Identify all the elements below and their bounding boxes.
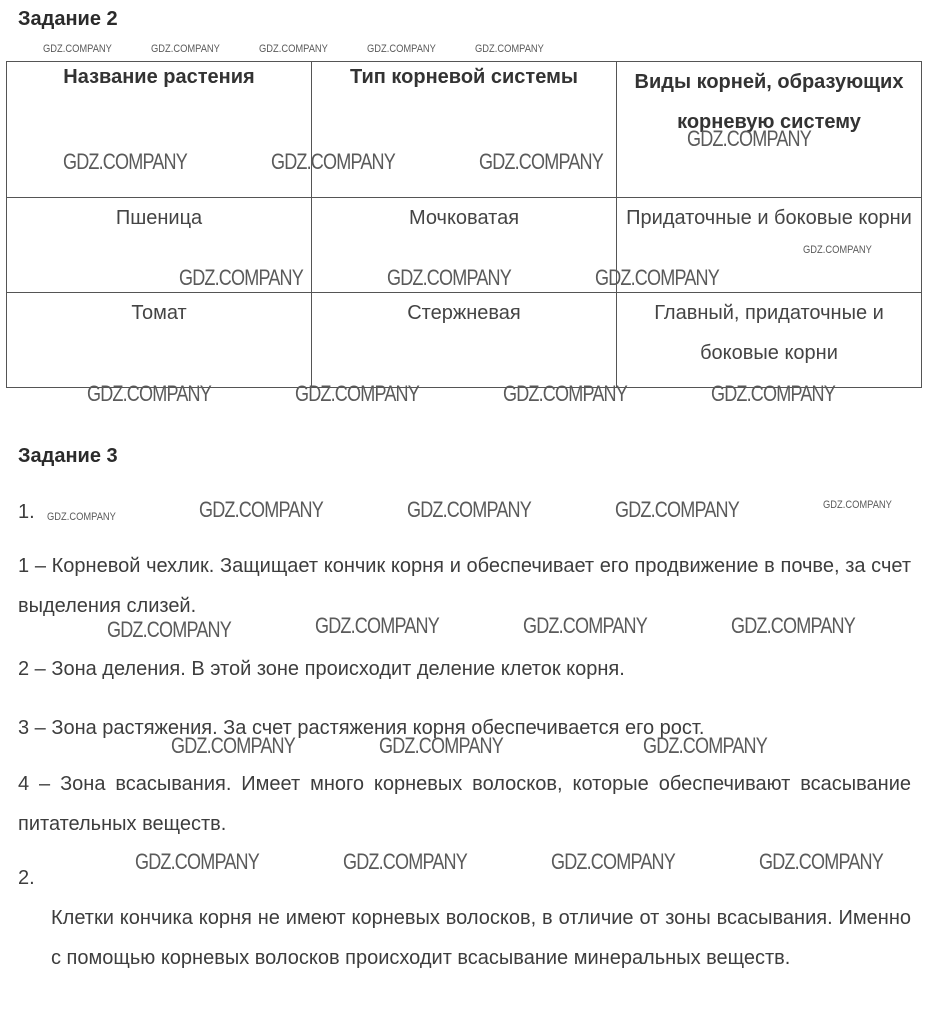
watermark: GDZ.COMPANY — [551, 849, 675, 874]
cell-plant: Томат — [7, 293, 312, 388]
watermark: GDZ.COMPANY — [343, 849, 467, 874]
watermark: GDZ.COMPANY — [47, 511, 116, 523]
cell-type: Мочковатая — [312, 198, 617, 293]
answer-item-4: 4 – Зона всасывания. Имеет много корневых волосков, которые обеспечивают всасывание питательных веществ. — [18, 773, 911, 835]
watermark: GDZ.COMPANY — [387, 265, 511, 290]
watermark: GDZ.COMPANY — [315, 613, 439, 638]
watermark: GDZ.COMPANY — [271, 149, 395, 174]
answer-item-3: 3 – Зона растяжения. За счет растяжения корня обеспечивается его рост. — [18, 717, 705, 739]
watermark: GDZ.COMPANY — [731, 613, 855, 638]
watermark: GDZ.COMPANY — [407, 497, 531, 522]
task2-title: Задание 2 — [18, 8, 118, 30]
cell-roots: Придаточные и боковые корни — [617, 198, 922, 293]
watermark: GDZ.COMPANY — [259, 43, 328, 55]
cell-type: Стержневая — [312, 293, 617, 388]
watermark: GDZ.COMPANY — [687, 126, 811, 151]
watermark: GDZ.COMPANY — [87, 381, 211, 406]
answer-item-2: 2 – Зона деления. В этой зоне происходит деление клеток корня. — [18, 658, 625, 680]
watermark: GDZ.COMPANY — [643, 733, 767, 758]
watermark: GDZ.COMPANY — [171, 733, 295, 758]
question-2-number: 2. — [18, 867, 35, 889]
watermark: GDZ.COMPANY — [759, 849, 883, 874]
watermark: GDZ.COMPANY — [379, 733, 503, 758]
watermark: GDZ.COMPANY — [803, 244, 872, 256]
watermark: GDZ.COMPANY — [475, 43, 544, 55]
watermark: GDZ.COMPANY — [179, 265, 303, 290]
cell-roots: Главный, придаточные и боковые корни — [617, 293, 922, 388]
header-root-kinds: Виды корней, образующих корневую систему — [617, 62, 922, 198]
watermark: GDZ.COMPANY — [503, 381, 627, 406]
task3-title: Задание 3 — [18, 445, 118, 467]
watermark: GDZ.COMPANY — [367, 43, 436, 55]
question-1-number: 1. — [18, 501, 35, 523]
watermark: GDZ.COMPANY — [479, 149, 603, 174]
root-systems-table — [6, 61, 922, 388]
watermark: GDZ.COMPANY — [615, 497, 739, 522]
watermark: GDZ.COMPANY — [823, 499, 892, 511]
watermark: GDZ.COMPANY — [523, 613, 647, 638]
watermark: GDZ.COMPANY — [151, 43, 220, 55]
watermark: GDZ.COMPANY — [43, 43, 112, 55]
watermark: GDZ.COMPANY — [135, 849, 259, 874]
header-plant-name: Название растения — [7, 62, 312, 198]
watermark: GDZ.COMPANY — [107, 617, 231, 642]
watermark: GDZ.COMPANY — [295, 381, 419, 406]
header-root-system-type: Тип корневой системы — [312, 62, 617, 198]
cell-plant: Пшеница — [7, 198, 312, 293]
answer-item-1: 1 – Корневой чехлик. Защищает кончик корня и обеспечивает его продвижение в почве, за счет выделения слизей. — [18, 555, 911, 617]
watermark: GDZ.COMPANY — [199, 497, 323, 522]
table-row — [7, 293, 922, 388]
watermark: GDZ.COMPANY — [595, 265, 719, 290]
watermark: GDZ.COMPANY — [711, 381, 835, 406]
watermark: GDZ.COMPANY — [63, 149, 187, 174]
answer-2-text: Клетки кончика корня не имеют корневых волосков, в отличие от зоны всасывания. Именно с помощью корневых волосков происходит всасывание минеральных веществ. — [51, 907, 911, 969]
